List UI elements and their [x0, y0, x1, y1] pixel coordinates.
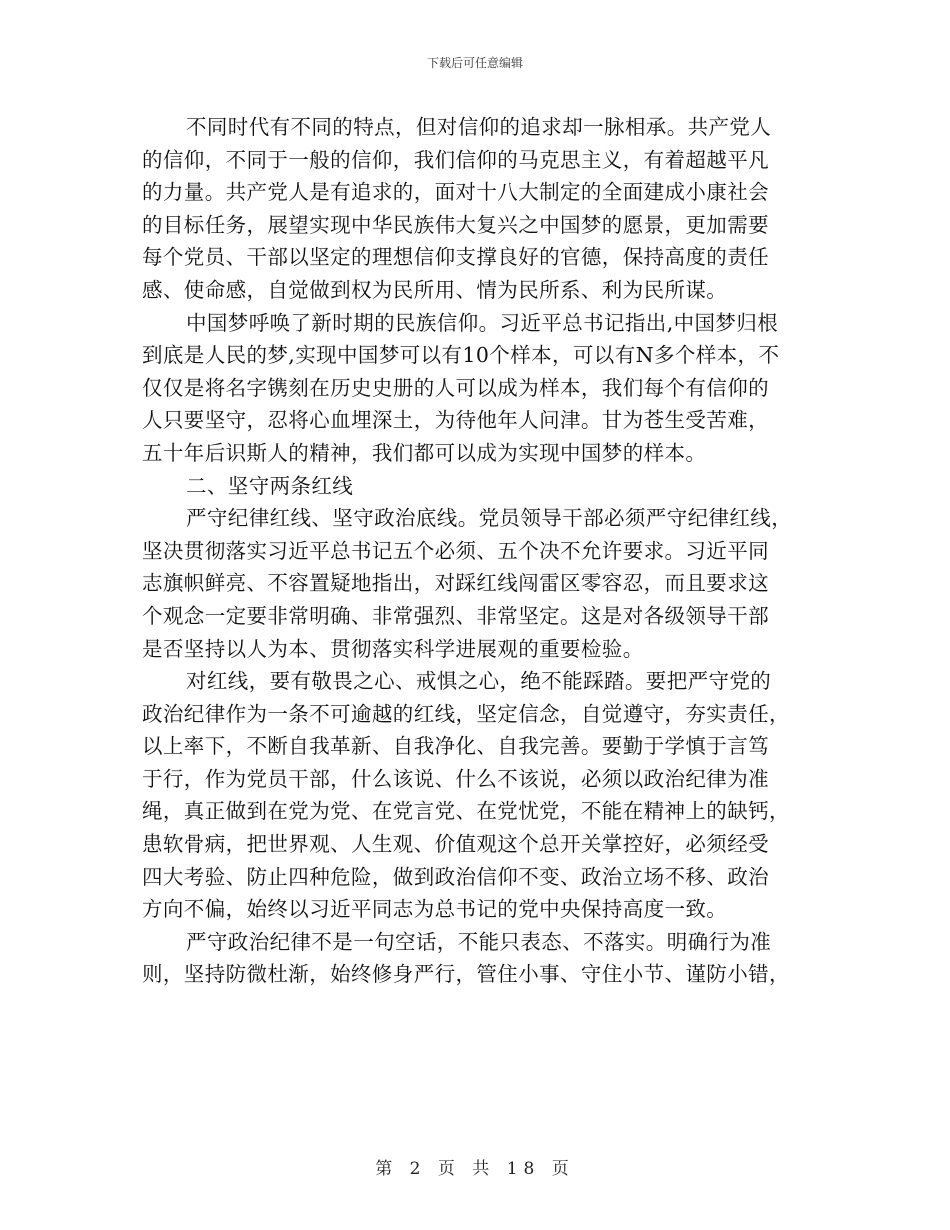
- text-line: 是否坚持以人为本、贯彻落实科学进展观的重要检验。: [142, 636, 644, 661]
- text-line: 二、坚守两条红线: [186, 473, 354, 498]
- text-line: 患软骨病，把世界观、人生观、价值观这个总开关掌控好，必须经受: [142, 832, 769, 857]
- text-line: 的信仰，不同于一般的信仰，我们信仰的马克思主义，有着超越平凡: [142, 147, 769, 172]
- document-body: [142, 111, 810, 991]
- text-line: 四大考验、防止四种危险，做到政治信仰不变、政治立场不移、政治: [142, 864, 769, 889]
- page-footer: 第 2 页 共 18 页: [375, 1159, 575, 1179]
- page-header: 下载后可任意编辑: [426, 56, 523, 70]
- text-line: 政治纪律作为一条不可逾越的红线，坚定信念，自觉遵守，夯实责任，: [142, 701, 790, 726]
- text-line: 坚决贯彻落实习近平总书记五个必须、五个决不允许要求。习近平同: [142, 538, 769, 563]
- text-line: 于行，作为党员干部，什么该说、什么不该说，必须以政治纪律为准: [142, 766, 769, 791]
- text-line: 仅仅是将名字镌刻在历史史册的人可以成为样本，我们每个有信仰的: [142, 375, 769, 400]
- text-line: 严守政治纪律不是一句空话，不能只表态、不落实。明确行为准: [186, 929, 772, 954]
- text-line: 绳，真正做到在党为党、在党言党、在党忧党，不能在精神上的缺钙，: [142, 799, 790, 824]
- text-line: 每个党员、干部以坚定的理想信仰支撑良好的官德，保持高度的责任: [142, 245, 769, 270]
- text-line: 不同时代有不同的特点，但对信仰的追求却一脉相承。共产党人: [186, 115, 772, 139]
- text-line: 对红线，要有敬畏之心、戒惧之心，绝不能踩踏。要把严守党的: [186, 669, 772, 694]
- text-line: 到底是人民的梦,实现中国梦可以有10个样本，可以有N多个样本，不: [142, 343, 780, 368]
- text-line: 中国梦呼唤了新时期的民族信仰。习近平总书记指出,中国梦归根: [186, 310, 779, 335]
- text-line: 人只要坚守，忍将心血埋深土，为待他年人问津。甘为苍生受苦难，: [142, 408, 769, 433]
- text-line: 的力量。共产党人是有追求的，面对十八大制定的全面建成小康社会: [142, 180, 769, 205]
- text-line: 以上率下，不断自我革新、自我净化、自我完善。要勤于学慎于言笃: [142, 734, 769, 759]
- text-line: 感、使命感，自觉做到权为民所用、情为民所系、利为民所谋。: [142, 277, 728, 302]
- text-line: 严守纪律红线、坚守政治底线。党员领导干部必须严守纪律红线，: [186, 506, 793, 531]
- text-line: 志旗帜鲜亮、不容置疑地指出，对踩红线闯雷区零容忍，而且要求这: [142, 571, 769, 596]
- text-line: 的目标任务，展望实现中华民族伟大复兴之中国梦的愿景，更加需要: [142, 212, 769, 237]
- text-line: 方向不偏，始终以习近平同志为总书记的党中央保持高度一致。: [142, 897, 728, 922]
- text-line: 个观念一定要非常明确、非常强烈、非常坚定。这是对各级领导干部: [142, 603, 769, 628]
- text-line: 五十年后识斯人的精神，我们都可以成为实现中国梦的样本。: [142, 440, 707, 465]
- text-line: 则，坚持防微杜渐，始终修身严行，管住小事、守住小节、谨防小错，: [142, 962, 790, 987]
